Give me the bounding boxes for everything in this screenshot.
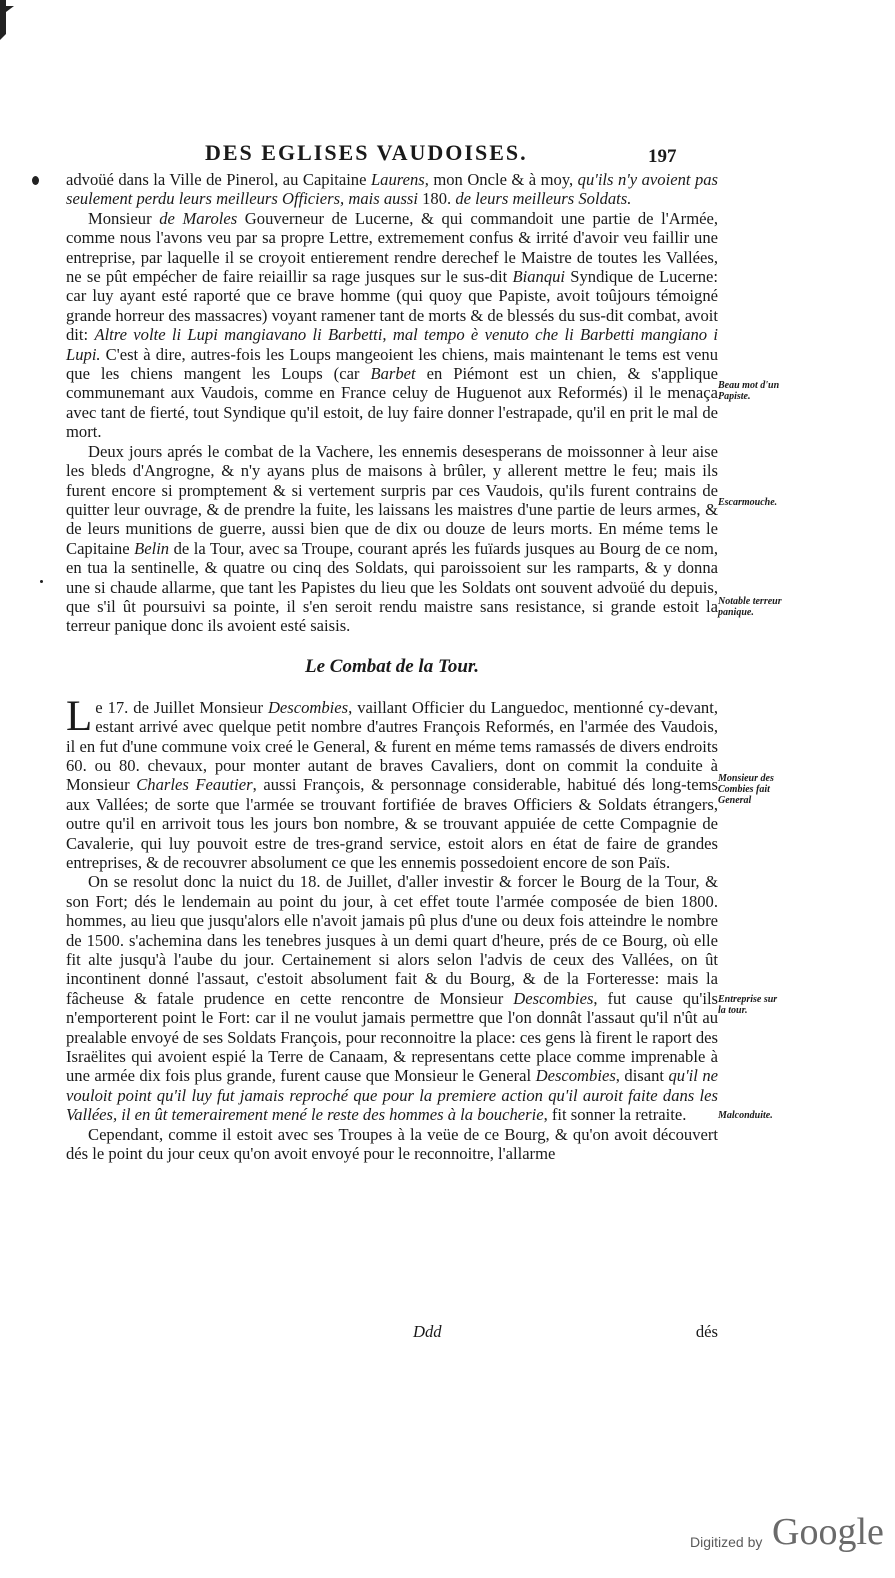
signature-mark: Ddd [413, 1322, 442, 1341]
italic-run: de leurs meilleurs Soldats. [455, 189, 632, 209]
text-run: Cependant, comme il estoit avec ses Troupes à la veüe de ce Bourg, & qu'on avoit découvert dés le point du jour ceux qu'on avoit envoyé pour le reconnoitre, l'allarme [66, 1124, 718, 1164]
paragraph [66, 170, 718, 209]
google-logo: Google [772, 1511, 884, 1553]
italic-run: Belin [134, 538, 170, 558]
text-run: advoüé dans la Ville de Pinerol, au Capitaine [66, 170, 371, 189]
italic-run: Descombies [267, 697, 349, 717]
text-run: 180. [417, 189, 456, 209]
paragraph [66, 442, 718, 636]
italic-run: qu'il ne vouloit point qu'il luy fut jamais reproché que pour la premiere action qu'il auroit faite dans les Vallées, il en ût temerairement mené le reste des hommes à la boucherie [66, 1066, 718, 1125]
running-title: DES EGLISES VAUDOISES. [205, 140, 528, 165]
paragraph [66, 1125, 718, 1164]
paragraphs-before-title [66, 170, 718, 636]
text-run: Syndique de Lucerne: car luy ayant esté raporté que ce brave homme (qui quoy que Papiste, avoit toûjours témoigné grande horreur des massacres) voyant ramener tant de morts & de blessés du sus-dit combat, avoit dit: [66, 267, 718, 345]
margin-dot-icon [32, 176, 39, 185]
margin-note: Beau mot d'un Papiste. [718, 380, 780, 402]
italic-run: Descombies [513, 988, 594, 1008]
italic-run: de Maroles [159, 208, 238, 228]
section-title: Le Combat de la Tour. [304, 655, 479, 677]
margin-note: Malconduite. [718, 1110, 773, 1121]
text-run: , disant [615, 1066, 669, 1086]
margin-note: Entreprise sur la tour. [718, 994, 778, 1016]
italic-run: Bianqui [512, 267, 566, 287]
italic-run: qu'ils n'y avoient pas seulement perdu leurs meilleurs Officiers, mais aussi [66, 170, 719, 209]
text-run: en Piémont est un chien, & s'applique communemant aux Vaudois, comme en France celuy de Huguenot aux Reformés) il le menaça avec tant de fierté, tout Syndique qu'il estoit, de luy faire donner l'estrapade, qu'il en prit le mal de mort. [66, 364, 718, 442]
margin-note: Notable terreur panique. [718, 596, 782, 618]
text-run: Gouverneur de Lucerne, & qui commandoit une partie de l'Armée, comme nous l'avons veu par sa propre Lettre, extremement confus & irrité d'avoir veu faillir une entreprise, par laquelle il se croyoit entierement rendre derechef le Maistre de toutes les Vallées, ne se pût empécher de faire reiaillir sa rage jusques sur le sus-dit [66, 208, 718, 287]
text-run: Le 17. de Juillet Monsieur [66, 692, 268, 740]
italic-run: Laurens [370, 170, 425, 189]
text-run: , aussi François, & personnage considerable, habitué dés long-tems aux Vallées; de sorte que l'armée se trouvant fortifiée de braves Officiers & Soldats étrangers, outre qu'il en arrivoit tous les jours bon nombre, & se trouvant appuiée de cette Compagnie de Cavalerie, qui luy pouvoit estre de tres-grand service, estoit alors en état de faire de grandes entreprises, & de recouvrer absolument ce que les ennemis possedoient encore de son Païs. [66, 775, 718, 872]
text-run: de la Tour, avec sa Troupe, courant aprés les fuïards jusques au Bourg de ce nom, en tua la sentinelle, & quatre ou cinq des Soldats, qui paroissoient sur les ramparts, & y donna une si chaude allarme, que tant les Papistes du lieu que les Soldats ont souvent advoüé du depuis, que s'il ût poursuivi sa pointe, il s'en seroit rendu maistre sans resistance, si grande estoit la terreur panique donc ils avoient esté saisis. [66, 538, 718, 636]
text-run: , vaillant Officier du Languedoc, mentionné cy-devant, estant arrivé avec quelque petit nombre d'autres François Reformés, en l'armée des Vaudois, il en fut d'une commune voix creé le General, & furent en méme tems ramassés de divers endroits 60. ou 80. chevaux, pour monter autant de braves Cavaliers, dont on commit la conduite à Monsieur [66, 697, 718, 795]
paragraph [66, 209, 718, 442]
digitized-by-text: Digitized by [690, 1534, 763, 1550]
text-run: Monsieur [88, 208, 160, 228]
text-run: , fit sonner la retraite. [543, 1105, 687, 1125]
paragraph [66, 692, 718, 873]
paragraphs-after-title [66, 692, 719, 1164]
margin-note: Escarmouche. [718, 497, 778, 508]
margin-dot-icon [40, 580, 43, 583]
text-run: , fut cause qu'ils n'emporterent point le Fort: car il ne voulut jamais permettre que l'on donnât l'assaut qu'il n'ût au prealable envoyé de ses Soldats François, pour reconnoitre la place: ces gens là firent le raport des Israëlites qui avoient espié la Terre de Canaam, & representans cette place comme imprenable à une armée dix fois plus grande, furent cause que Monsieur le General [66, 988, 719, 1086]
catchword: dés [695, 1322, 718, 1341]
italic-run: Altre volte li Lupi mangiavano li Barbetti, mal tempo è venuto che li Barbetti mangiano i Lupi. [66, 325, 718, 364]
text-run: On se resolut donc la nuict du 18. de Juillet, d'aller investir & forcer le Bourg de la Tour, & son Fort; dés le lendemain au point du jour, à cet effet toute l'armée composée de bien 1800. hommes, au lieu que jusqu'alors elle n'avoit jamais pû plus d'une ou deux fois atteindre le nombre de 1500. s'achemina dans les tenebres jusques à un demi quart d'heure, prés de ce Bourg, où elle fit alte jusqu'à l'aube du jour. Certainement si alors selon l'advis de ceux des Vallées, on ût incontinent donné l'assaut, c'estoit absolument fait & du Bourg, & de la Forteresse: mais la fâcheuse & fatale prudence en cette rencontre de Monsieur [66, 872, 718, 1008]
page-number: 197 [648, 146, 677, 167]
italic-run: Charles Feautier [136, 775, 253, 795]
digitized-watermark [690, 1512, 890, 1556]
italic-run: Descombies [535, 1066, 616, 1086]
margin-note: Monsieur des Combies fait General [718, 773, 774, 806]
body-text [66, 170, 718, 1164]
italic-run: Barbet [370, 364, 416, 384]
text-run: Deux jours aprés le combat de la Vachere, les ennemis desesperans de moissonner à leur aise les bleds d'Angrogne, & n'y ayans plus de maisons à brûler, y allerent mettre le feu; mais ils furent encore si promptement & si vertement surpris par ces Vaudois, qu'ils furent contrains de quitter leur ouvrage, & de prendre la fuite, les laissans les maistres d'une partie de leurs armes, & de leurs munitions de guerre, aussi bien que de dix ou douze de leurs morts. En méme tems le Capitaine [66, 441, 718, 558]
text-run: , mon Oncle & à moy, [424, 170, 578, 189]
text-run: C'est à dire, autres-fois les Loups mangeoient les chiens, mais maintenant le tems est venu que les chiens mangent les Loups (car [66, 344, 718, 384]
corner-mark-icon [0, 0, 18, 40]
paragraph [66, 872, 718, 1124]
